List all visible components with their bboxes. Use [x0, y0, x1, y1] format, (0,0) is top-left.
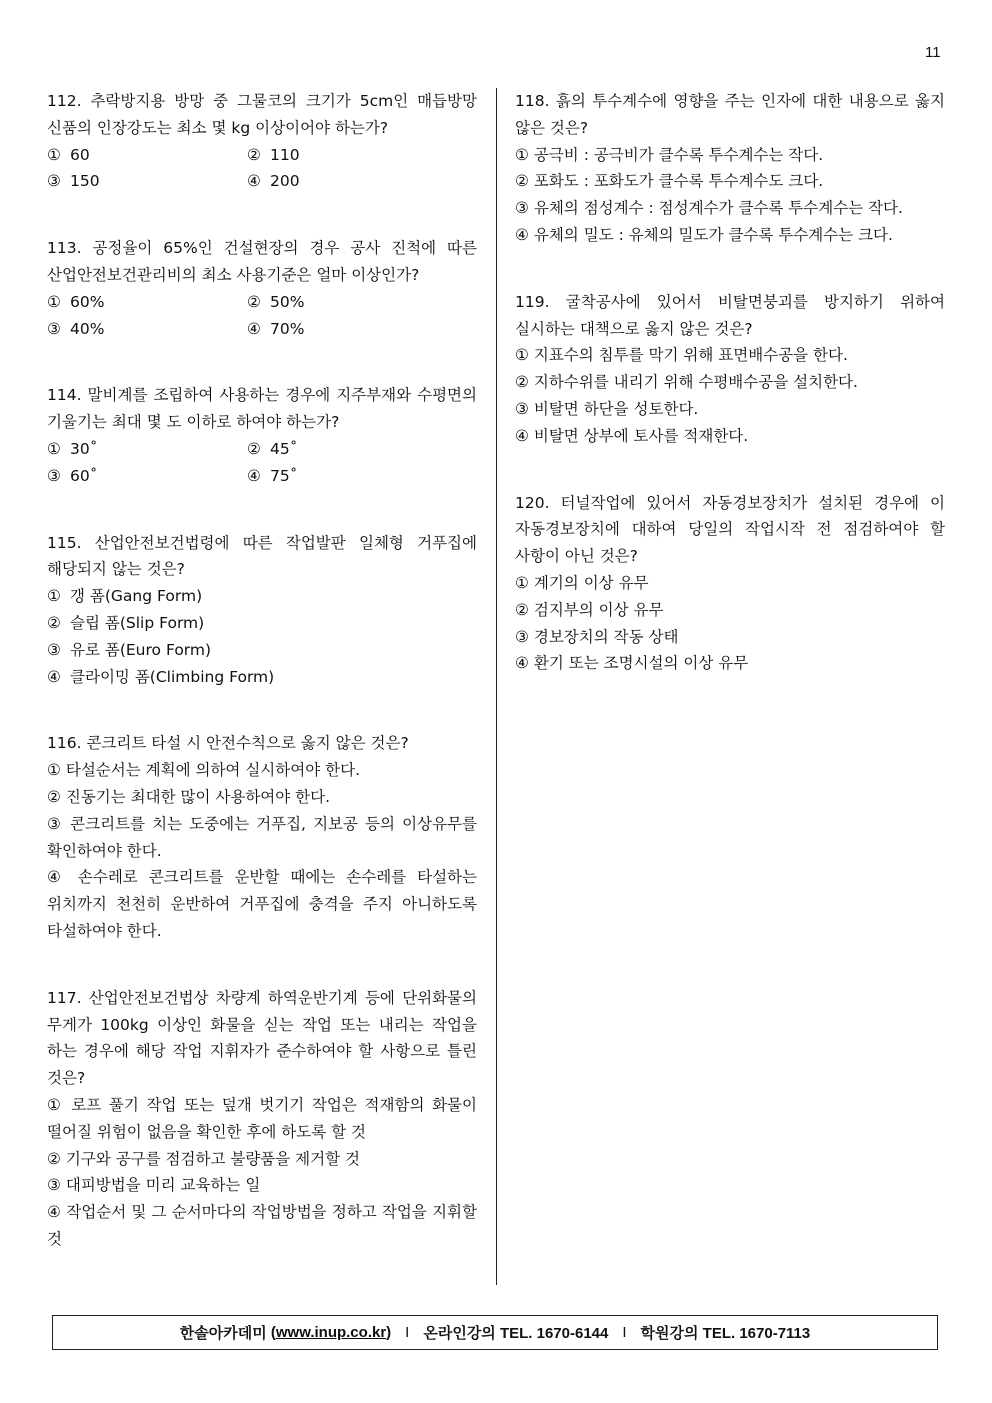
question-112 [47, 88, 477, 195]
option: ① 계기의 이상 유무 [515, 573, 649, 592]
question-114 [47, 382, 477, 489]
option: ④ 유체의 밀도 : 유체의 밀도가 클수록 투수계수는 크다. [515, 225, 893, 244]
question-text: 113. 공정율이 65%인 건설현장의 경우 공사 진척에 따른 산업안전보건관리비의 최소 사용기준은 얼마 이상인가? [47, 239, 477, 284]
website-link[interactable]: www.inup.co.kr [275, 1324, 387, 1341]
option: ③ 40% [47, 319, 105, 338]
option: ① 로프 풀기 작업 또는 덮개 벗기기 작업은 적재함의 화물이 떨어질 위험이 없음을 확인한 후에 하도록 할 것 [47, 1095, 477, 1141]
option: ③ 콘크리트를 치는 도중에는 거푸집, 지보공 등의 이상유무를 확인하여야 한다. [47, 814, 477, 860]
option: ① 60% [47, 292, 105, 311]
question-text: 118. 흙의 투수계수에 영향을 주는 인자에 대한 내용으로 옳지 않은 것은? [515, 92, 945, 137]
question-119 [515, 289, 945, 450]
left-column [47, 88, 477, 1253]
question-text: 120. 터널작업에 있어서 자동경보장치가 설치된 경우에 이 자동경보장치에 대하여 당일의 작업시작 전 점검하여야 할 사항이 아닌 것은? [515, 493, 945, 566]
option: ② 포화도 : 포화도가 클수록 투수계수도 크다. [515, 172, 824, 191]
option: ④ 작업순서 및 그 순서마다의 작업방법을 정하고 작업을 지휘할 것 [47, 1203, 477, 1248]
option: ③ 경보장치의 작동 상태 [515, 627, 679, 646]
question-text: 119. 굴착공사에 있어서 비탈면붕괴를 방지하기 위하여 실시하는 대책으로 옳지 않은 것은? [515, 292, 945, 338]
option: ② 45˚ [247, 439, 298, 458]
option: ③ 60˚ [47, 466, 98, 485]
option: ③ 유체의 점성계수 : 점성계수가 클수록 투수계수는 작다. [515, 199, 903, 218]
option: ④ 클라이밍 폼(Climbing Form) [47, 667, 275, 686]
option: ② 검지부의 이상 유무 [515, 600, 664, 619]
question-116 [47, 730, 477, 944]
url-open-paren: ( [270, 1324, 276, 1341]
online-lecture-phone: 온라인강의 TEL. 1670-6144 [423, 1325, 609, 1342]
option: ③ 150 [47, 172, 100, 191]
options [47, 289, 477, 343]
separator: I [622, 1324, 627, 1341]
option: ④ 75˚ [247, 466, 298, 485]
option: ① 지표수의 침투를 막기 위해 표면배수공을 한다. [515, 346, 848, 365]
question-118 [515, 88, 945, 249]
url-close-paren: ) [386, 1324, 392, 1341]
separator: I [405, 1324, 410, 1341]
option: ① 공극비 : 공극비가 클수록 투수계수는 작다. [515, 145, 824, 164]
option: ④ 70% [247, 319, 305, 338]
academy-name: 한솔아카데미 [179, 1325, 267, 1342]
right-column [515, 88, 945, 677]
option: ② 지하수위를 내리기 위해 수평배수공을 설치한다. [515, 373, 858, 392]
option: ② 50% [247, 292, 305, 311]
option: ② 110 [247, 145, 300, 164]
option: ③ 대피방법을 미리 교육하는 일 [47, 1176, 261, 1195]
option: ① 타설순서는 계획에 의하여 실시하여야 한다. [47, 761, 360, 780]
option: ① 갱 폼(Gang Form) [47, 587, 203, 606]
option: ① 30˚ [47, 439, 98, 458]
option: ④ 손수레로 콘크리트를 운반할 때에는 손수레를 타설하는 위치까지 천천히 운반하여 거푸집에 충격을 주지 아니하도록 타설하여야 한다. [47, 868, 477, 940]
option: ④ 비탈면 상부에 토사를 적재한다. [515, 426, 749, 445]
footer-banner [52, 1315, 938, 1350]
question-text: 115. 산업안전보건법령에 따른 작업발판 일체형 거푸집에 해당되지 않는 것은? [47, 533, 477, 579]
options [47, 142, 477, 196]
option: ① 60 [47, 145, 90, 164]
question-text: 114. 말비계를 조립하여 사용하는 경우에 지주부재와 수평면의 기울기는 최대 몇 도 이하로 하여야 하는가? [47, 386, 477, 432]
question-text: 117. 산업안전보건법상 차량계 하역운반기계 등에 단위화물의 무게가 100kg 이상인 화물을 싣는 작업 또는 내리는 작업을 하는 경우에 해당 작업 지휘자가 준수하여야 할 사항으로 틀린 것은? [47, 988, 477, 1088]
offline-lecture-phone: 학원강의 TEL. 1670-7113 [640, 1325, 811, 1342]
question-117 [47, 985, 477, 1253]
option: ③ 비탈면 하단을 성토한다. [515, 399, 699, 418]
option: ② 기구와 공구를 점검하고 불량품을 제거할 것 [47, 1149, 360, 1168]
option: ④ 200 [247, 172, 300, 191]
option: ③ 유로 폼(Euro Form) [47, 640, 212, 659]
question-text: 112. 추락방지용 방망 중 그물코의 크기가 5cm인 매듭방망 신품의 인장강도는 최소 몇 kg 이상이어야 하는가? [47, 92, 477, 137]
page-number: 11 [925, 44, 941, 61]
question-text: 116. 콘크리트 타설 시 안전수칙으로 옳지 않은 것은? [47, 734, 409, 753]
question-120 [515, 490, 945, 678]
option: ② 슬립 폼(Slip Form) [47, 613, 205, 632]
option: ② 진동기는 최대한 많이 사용하여야 한다. [47, 787, 331, 806]
column-divider [496, 88, 497, 1285]
option: ④ 환기 또는 조명시설의 이상 유무 [515, 654, 749, 673]
options [47, 436, 477, 490]
question-113 [47, 235, 477, 342]
question-115 [47, 530, 477, 691]
